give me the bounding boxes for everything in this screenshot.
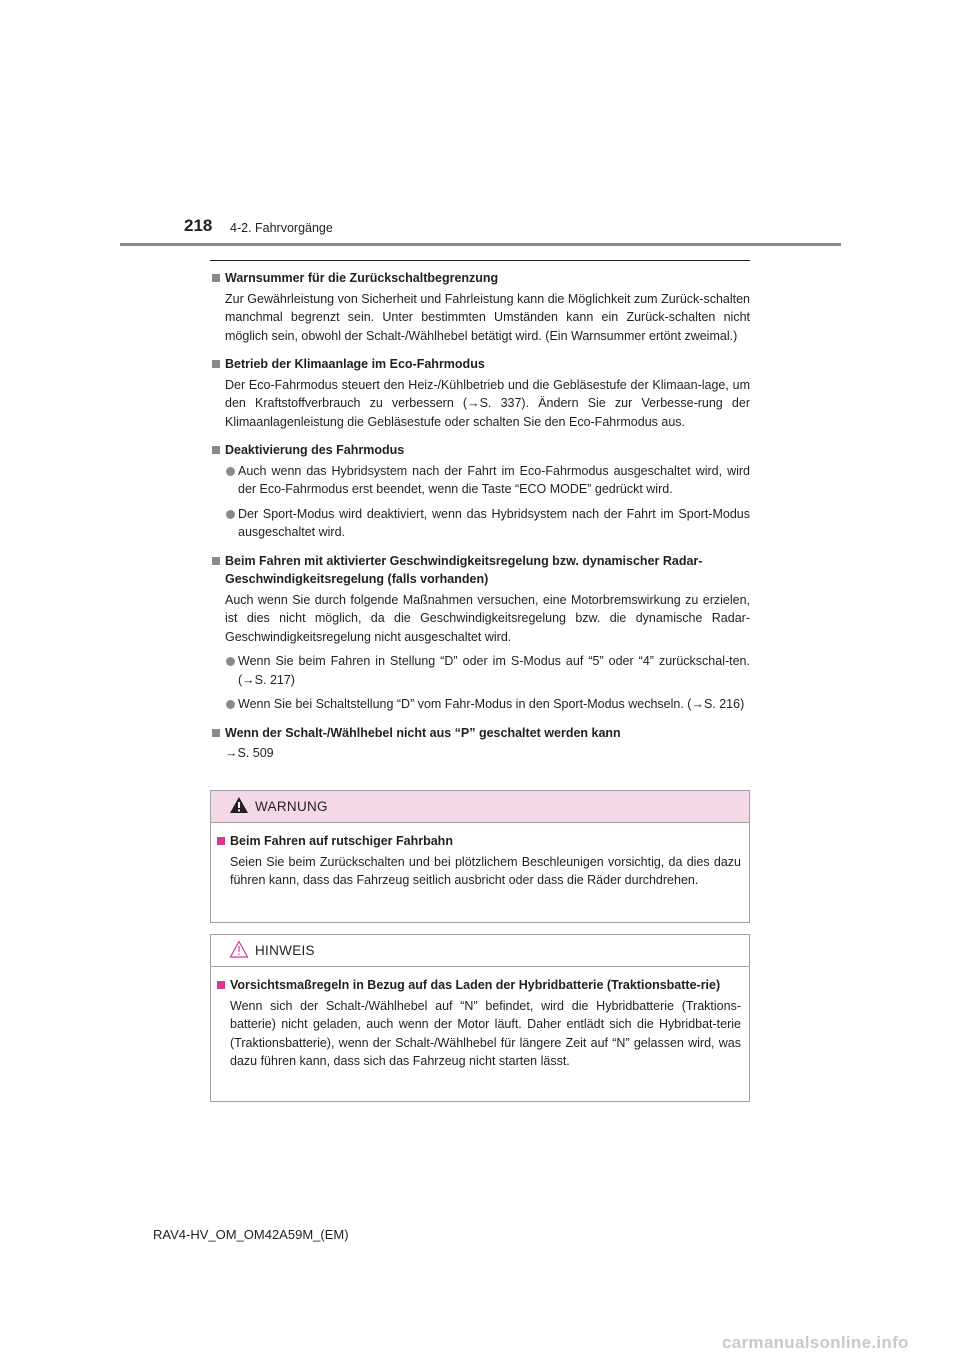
list-item-text: Auch wenn das Hybridsystem nach der Fahrt im Eco-Fahrmodus ausgeschaltet wird, wird der Eco-Fahrmodus erst beendet, wenn die Taste “ECO MODE” gedrückt wird. bbox=[238, 463, 750, 496]
section-paragraph: Der Eco-Fahrmodus steuert den Heiz-/Kühlbetrieb und die Gebläsestufe der Klimaan-lage, um den Kraftstoffverbrauch zu verbessern (→S. 337). Ändern Sie zur Verbesse-rung der Klimaanlagenleistung die Gebläsestufe oder schalten Sie den Eco-Fahrmodus aus. bbox=[225, 377, 750, 429]
header-rule bbox=[120, 243, 841, 246]
section-geschwindigkeitsregelung bbox=[210, 552, 750, 714]
notice-header bbox=[211, 935, 749, 967]
square-bullet-icon bbox=[212, 360, 220, 368]
warning-title: WARNUNG bbox=[255, 799, 328, 814]
square-bullet-icon bbox=[217, 837, 225, 845]
circle-bullet-icon bbox=[226, 657, 235, 666]
list-item-text: Wenn Sie bei Schaltstellung “D” vom Fahr-Modus in den Sport-Modus wechseln. (→S. 216) bbox=[238, 697, 745, 711]
warning-box bbox=[210, 790, 750, 923]
section-schalthebel bbox=[210, 724, 750, 763]
section-paragraph: Zur Gewährleistung von Sicherheit und Fahrleistung kann die Möglichkeit zum Zurück-schalten manchmal begrenzt sein. Unter bestimmten Umständen kann ein Zurück-schalten nicht möglich sein, obwohl der Schalt-/Wählhebel betätigt wird. (Ein Warnsummer ertönt zweimal.) bbox=[225, 291, 750, 343]
notice-box bbox=[210, 934, 750, 1102]
warning-header bbox=[211, 791, 749, 823]
square-bullet-icon bbox=[212, 557, 220, 565]
section-heading: Deaktivierung des Fahrmodus bbox=[225, 443, 405, 457]
square-bullet-icon bbox=[212, 729, 220, 737]
square-bullet-icon bbox=[212, 446, 220, 454]
section-klimaanlage bbox=[210, 355, 750, 431]
section-heading: Betrieb der Klimaanlage im Eco-Fahrmodus bbox=[225, 357, 485, 371]
warning-text: Seien Sie beim Zurückschalten und bei plötzlichem Beschleunigen vorsichtig, da dies dazu führen kann, dass das Fahrzeug seitlich ausbricht oder dass die Räder durchdrehen. bbox=[230, 854, 741, 887]
list-item bbox=[225, 462, 750, 499]
list-item-text: Der Sport-Modus wird deaktiviert, wenn das Hybridsystem nach der Fahrt im Sport-Modus ausgeschaltet wird. bbox=[238, 506, 750, 539]
list-item bbox=[225, 505, 750, 542]
main-content bbox=[210, 269, 750, 769]
section-heading: Wenn der Schalt-/Wählhebel nicht aus “P” geschaltet werden kann bbox=[225, 725, 621, 740]
section-heading: Warnsummer für die Zurückschaltbegrenzung bbox=[225, 271, 499, 285]
circle-bullet-icon bbox=[226, 467, 235, 476]
square-bullet-icon bbox=[217, 981, 225, 989]
section-warnsummer bbox=[210, 269, 750, 345]
section-title: 4-2. Fahrvorgänge bbox=[230, 221, 333, 235]
separator-rule bbox=[210, 260, 750, 261]
notice-heading: Vorsichtsmaßregeln in Bezug auf das Laden der Hybridbatterie (Traktionsbatte-rie) bbox=[230, 978, 721, 992]
section-deaktivierung bbox=[210, 441, 750, 542]
document-code: RAV4-HV_OM_OM42A59M_(EM) bbox=[153, 1227, 349, 1242]
notice-title: HINWEIS bbox=[255, 943, 315, 958]
caution-triangle-icon bbox=[229, 940, 249, 963]
square-bullet-icon bbox=[212, 274, 220, 282]
list-item bbox=[225, 695, 750, 714]
warning-heading: Beim Fahren auf rutschiger Fahrbahn bbox=[230, 834, 453, 848]
section-paragraph: Auch wenn Sie durch folgende Maßnahmen versuchen, eine Motorbremswirkung zu erzielen, ist dies nicht möglich, da die Geschwindigkeitsregelung bzw. die dynamische Radar-Geschwindigkeitsregelung nicht ausgeschaltet wird. bbox=[225, 592, 750, 644]
circle-bullet-icon bbox=[226, 510, 235, 519]
page-number: 218 bbox=[184, 216, 213, 235]
list-item-text: Wenn Sie beim Fahren in Stellung “D” oder im S-Modus auf “5” oder “4” zurückschal-ten. (→S. 217) bbox=[238, 654, 750, 687]
warning-triangle-icon bbox=[229, 796, 249, 819]
list-item bbox=[225, 652, 750, 689]
watermark: carmanualsonline.info bbox=[722, 1333, 909, 1352]
circle-bullet-icon bbox=[226, 700, 235, 709]
notice-text: Wenn sich der Schalt-/Wählhebel auf “N” befindet, wird die Hybridbatterie (Traktions-batterie) nicht geladen, auch wenn der Motor läuft. Daher entlädt sich die Hybridbat-terie (Traktionsbatterie), wenn der Schalt-/Wählhebel für längere Zeit auf “N” gelassen wird, was dazu führen kann, dass sich das Fahrzeug nicht starten lässt. bbox=[230, 998, 741, 1068]
section-heading: Beim Fahren mit aktivierter Geschwindigkeitsregelung bzw. dynamischer Radar-Geschwindigkeitsregelung (falls vorhanden) bbox=[225, 553, 703, 586]
page-reference: →S. 509 bbox=[225, 746, 274, 760]
